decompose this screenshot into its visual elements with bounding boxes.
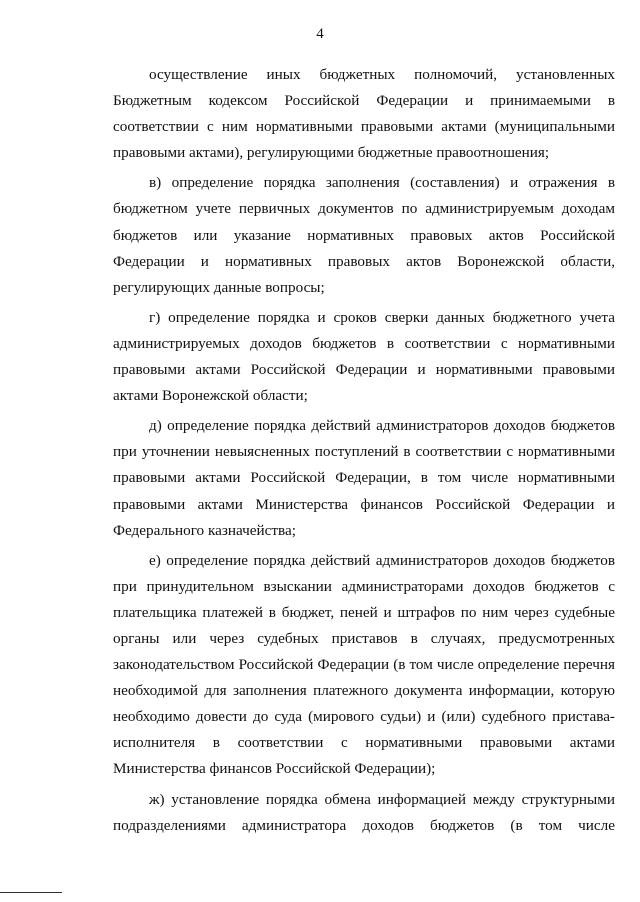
footer-rule — [0, 892, 62, 893]
page-number: 4 — [316, 26, 324, 42]
paragraph-powers: осуществление иных бюджетных полномочий, установленных Бюджетным кодексом Российской Федерации и принимаемыми в соответствии с ним нормативными правовыми актами (муниципальными правовыми актами), регулирующими бюджетные правоотношения; — [113, 66, 615, 162]
document-body — [113, 62, 615, 839]
paragraph-v: в) определение порядка заполнения (составления) и отражения в бюджетном учете первичных документов по администрируемым доходам бюджетов или указание нормативных правовых актов Российской Федерации и нормативных правовых актов Воронежской области, регулирующих данные вопросы; — [113, 174, 615, 296]
paragraph-e: е) определение порядка действий администраторов доходов бюджетов при принудительном взыскании администраторами доходов бюджетов с плательщика платежей в бюджет, пеней и штрафов по ним через судебные органы или через судебных приставов в случаях, предусмотренных законодательством Российской Федерации (в том числе определение перечня необходимой для заполнения платежного документа информации, которую необходимо довести до суда (мирового судьи) и (или) судебного пристава-исполнителя в соответствии с нормативными правовыми актами Министерства финансов Российской Федерации); — [113, 551, 615, 778]
paragraph-zh: ж) установление порядка обмена информацией между структурными подразделениями администратора доходов бюджетов (в том числе — [113, 790, 615, 834]
paragraph-g: г) определение порядка и сроков сверки данных бюджетного учета администрируемых доходов бюджетов в соответствии с нормативными правовыми актами Российской Федерации и нормативными правовыми актами Воронежской области; — [113, 308, 615, 405]
paragraph-d: д) определение порядка действий администраторов доходов бюджетов при уточнении невыясненных поступлений в соответствии с нормативными правовыми актами Российской Федерации, в том числе нормативными правовыми актами Министерства финансов Российской Федерации и Федерального казначейства; — [113, 417, 615, 539]
